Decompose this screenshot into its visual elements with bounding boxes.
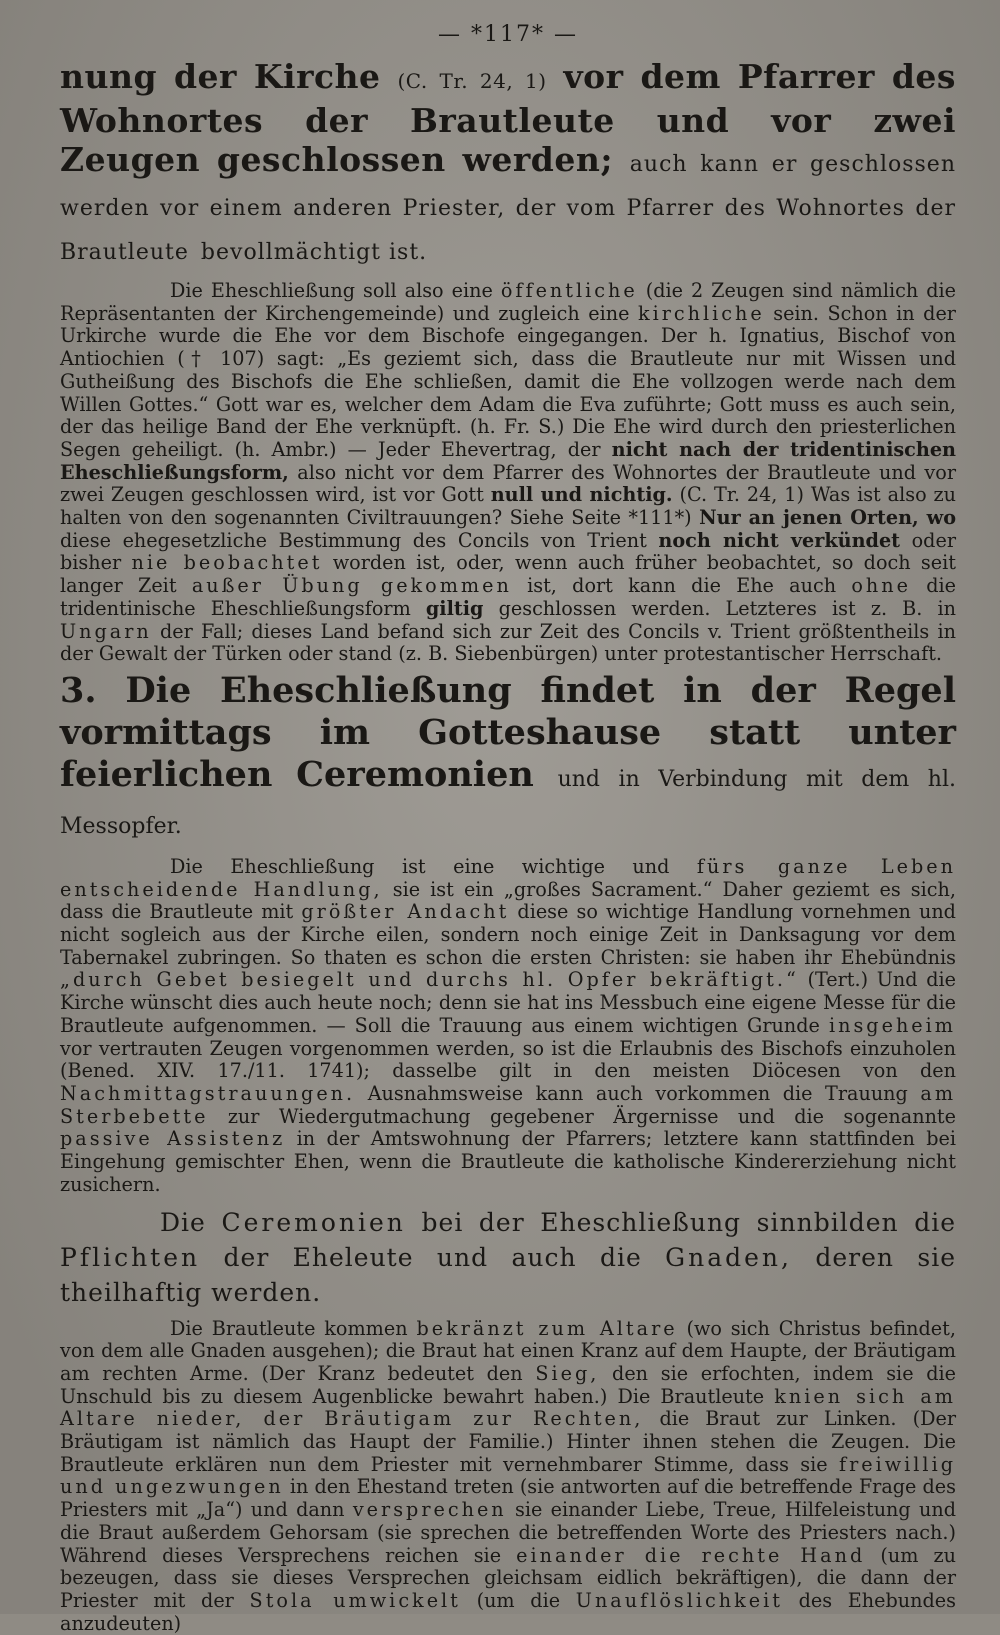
text: den sie erfochten, indem sie die Unschuld bis zu diesem Augenblicke bewahrt haben.) Die Brautleute	[60, 1362, 956, 1408]
text: (um zu bezeugen, dass sie dieses Versprechen gleichsam eidlich bekräftigen), die dann der Priester mit der	[60, 1544, 956, 1612]
emphasis: Unauflöslichkeit	[576, 1589, 783, 1612]
emphasis: fürs ganze Leben entscheidende Handlung,	[60, 855, 956, 901]
emphasis: Ceremonien	[221, 1208, 405, 1237]
emphasis: Nachmittagstrauungen.	[60, 1082, 355, 1105]
emphasis: Stola umwickelt	[250, 1589, 461, 1612]
text: (C. Tr. 24, 1) Was ist also zu halten von den sogenannten Civiltrauungen? Siehe Seite *111*)	[60, 483, 956, 529]
emphasis: bekränzt zum Altare	[416, 1317, 677, 1340]
text: worden ist, oder, wenn auch früher beobachtet, so doch seit langer Zeit	[60, 551, 956, 597]
text: in den Ehestand treten (sie antworten auf die betreffende Frage des Priesters mit „Ja“) und dann	[60, 1475, 956, 1521]
text: vor vertrauten Zeugen vorgenommen werden, so ist die Erlaubnis des Bischofs einzuholen (Bened. XIV. 17./11. 1741); dasselbe gilt in den meisten Diöcesen von den	[60, 1037, 956, 1083]
text: zur Wiedergutmachung gegebener Ärgernisse und die sogenannte	[228, 1105, 956, 1128]
text: sie ist ein „großes Sacrament.“ Daher geziemt es sich, dass die Brautleute mit	[60, 878, 956, 924]
lead-text: auch kann er geschlossen werden vor einem anderen Priester, der vom Pfarrer des Wohnortes der Brautleute	[60, 152, 956, 265]
emphasis: Pflichten	[60, 1243, 200, 1272]
text: diese ehegesetzliche Bestimmung des Concils von Trient	[60, 529, 647, 552]
emphasis: einander die rechte Hand	[516, 1544, 865, 1567]
emphasis: knien sich am Altare nieder, der Bräutigam zur Rechten,	[60, 1385, 956, 1431]
emphasis: am Sterbebette	[60, 1082, 956, 1128]
emphasis: ohne	[851, 574, 911, 597]
text: die Braut zur Linken. (Der Bräutigam ist nämlich das Haupt der Familie.) Hinter ihnen stehen die Zeugen. Die Brautleute erklären nun dem Priester mit vernehmbarer Stimme, dass sie	[60, 1407, 956, 1475]
text: Die	[160, 1208, 206, 1237]
bold-text: noch nicht verkündet	[658, 529, 900, 552]
emphasis: passive Assistenz	[60, 1127, 285, 1150]
text: bei der Eheschließung sinnbilden die	[422, 1208, 956, 1237]
emphasis: freiwillig und ungezwungen	[60, 1453, 956, 1499]
emphasis: nie beobachtet	[131, 551, 322, 574]
emphasis: Sieg,	[535, 1362, 599, 1385]
ceremonies-intro	[60, 1205, 956, 1310]
section-heading-3	[60, 670, 956, 848]
paragraph-1	[60, 280, 956, 666]
paragraph-2	[60, 856, 956, 1197]
emphasis: öffentliche	[501, 279, 638, 302]
text: in der Amtswohnung der Pfarrers; letztere kann stattfinden bei Eingehung gemischter Ehen, wenn die Brautleute die katholische Kindererziehung nicht zusichern.	[60, 1127, 956, 1195]
heading-tail: und in Verbindung mit dem hl. Messopfer.	[60, 767, 956, 839]
page-number: — *117* —	[60, 22, 956, 47]
emphasis: Gnaden,	[665, 1243, 792, 1272]
lead-text: vor dem Pfarrer des Wohnortes der Brautleute und vor zwei Zeugen geschlossen werden;	[60, 57, 956, 179]
text: deren sie theilhaftig werden.	[60, 1243, 956, 1307]
lead-emphasis: bevollmächtigt ist.	[201, 240, 427, 265]
bold-text: giltig	[426, 597, 484, 620]
lead-text: nung der Kirche	[60, 57, 381, 96]
bold-text: null und nichtig.	[491, 483, 673, 506]
text: (um die	[477, 1589, 561, 1612]
text: (wo sich Christus befindet, von dem alle Gnaden ausgehen); die Braut hat einen Kranz auf dem Haupte, der Bräutigam am rechten Arme. (Der Kranz bedeutet den	[60, 1317, 956, 1385]
lead-citation: (C. Tr. 24, 1)	[397, 69, 546, 93]
emphasis: versprechen	[353, 1498, 507, 1521]
emphasis: „durch Gebet besiegelt und durchs hl. Opfer bekräftigt.“	[60, 968, 799, 991]
text: ist, dort kann die Ehe auch	[527, 574, 836, 597]
emphasis: außer Übung gekommen	[192, 574, 512, 597]
text: Die Eheschließung ist eine wichtige und	[170, 855, 669, 878]
text: des Ehebundes anzudeuten)	[60, 1589, 956, 1635]
text: geschlossen werden. Letzteres ist z. B. in	[499, 597, 956, 620]
emphasis: Ungarn	[60, 620, 152, 643]
text: Die Brautleute kommen	[170, 1317, 408, 1340]
text: der Fall; dieses Land befand sich zur Zeit des Concils v. Trient größtentheils in der Gewalt der Türken oder stand (z. B. Siebenbürgen) unter protestantischer Herrschaft.	[60, 620, 956, 666]
text: Die Eheschließung soll also eine	[170, 279, 493, 302]
text: (Tert.) Und die Kirche wünscht dies auch heute noch; denn sie hat ins Messbuch eine eigene Messe für die Brautleute aufgenommen. — Soll die Trauung aus einem wichtigen Grunde	[60, 968, 956, 1036]
emphasis: kirchliche	[638, 302, 765, 325]
heading-text: 3. Die Eheschließung findet in der Regel vormittags im Gotteshause statt unter feierlichen Ceremonien	[60, 670, 956, 795]
text: die tridentinische Eheschließungsform	[60, 574, 956, 620]
text: Ausnahmsweise kann auch vorkommen die Trauung	[368, 1082, 908, 1105]
emphasis: größter Andacht	[301, 900, 509, 923]
text: (die 2 Zeugen sind nämlich die Repräsentanten der Kirchengemeinde) und zugleich eine	[60, 279, 956, 325]
text: oder bisher	[60, 529, 956, 575]
paragraph-3	[60, 1318, 956, 1635]
text: also nicht vor dem Pfarrer des Wohnortes der Brautleute und vor zwei Zeugen geschlossen wird, ist vor Gott	[60, 461, 956, 507]
bold-text: nicht nach der tridentinischen Eheschließungsform,	[60, 438, 956, 484]
lead-paragraph	[60, 57, 956, 272]
text: diese so wichtige Handlung vornehmen und nicht sogleich aus der Kirche eilen, sondern noch einige Zeit in Danksagung vor dem Tabernakel zubringen. So thaten es schon die ersten Christen: sie haben ihr Ehebündnis	[60, 900, 956, 968]
text: der Eheleute und auch die	[224, 1243, 642, 1272]
bold-text: Nur an jenen Orten, wo	[699, 506, 956, 529]
emphasis: insgeheim	[829, 1014, 956, 1037]
text: sie einander Liebe, Treue, Hilfeleistung und die Braut außerdem Gehorsam (sie sprechen die betreffenden Worte des Priesters nach.) Während dieses Versprechens reichen sie	[60, 1498, 956, 1566]
text: sein. Schon in der Urkirche wurde die Ehe vor dem Bischofe eingegangen. Der h. Ignatius, Bischof von Antiochien († 107) sagt: „Es geziemt sich, dass die Brautleute nur mit Wissen und Gutheißung des Bischofs die Ehe schließen, damit die Ehe vollzogen werde nach dem Willen Gottes.“ Gott war es, welcher dem Adam die Eva zuführte; Gott muss es auch sein, der das heilige Band der Ehe verknüpft. (h. Fr. S.) Die Ehe wird durch den priesterlichen Segen geheiligt. (h. Ambr.) — Jeder Ehevertrag, der	[60, 302, 956, 461]
